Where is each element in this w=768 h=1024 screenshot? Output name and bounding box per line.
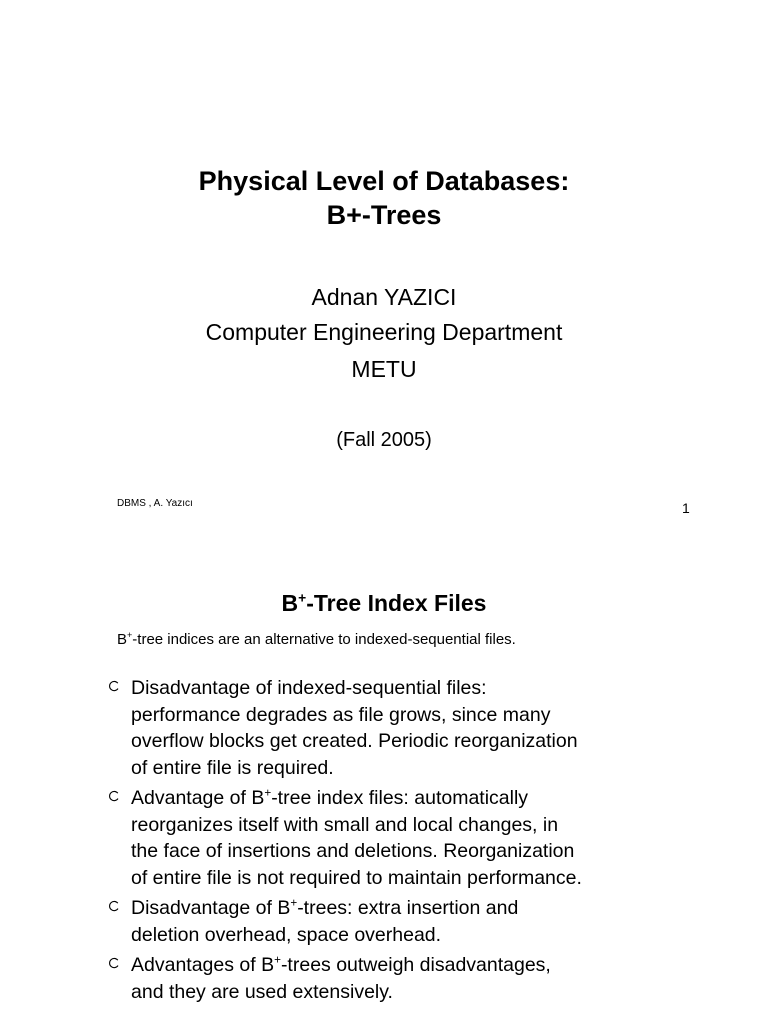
bullet-line: of entire file is required. xyxy=(131,756,334,779)
university-name: METU xyxy=(351,356,417,382)
subtitle-text-rest: -tree indices are an alternative to indexed-sequential files. xyxy=(132,631,516,648)
page-number: 1 xyxy=(682,500,690,516)
slide-title-line-1: Physical Level of Databases: xyxy=(198,166,570,196)
bullet-line xyxy=(131,895,668,922)
bullet-line: reorganizes itself with small and local changes, in xyxy=(131,813,559,836)
subtitle-text-b: B xyxy=(117,631,128,648)
open-circle-bullet-icon xyxy=(108,957,120,969)
bullet-item xyxy=(108,952,668,1005)
bullet-text: Disadvantage of B xyxy=(131,897,291,919)
slide-heading xyxy=(0,589,768,617)
superscript-plus: + xyxy=(264,786,272,800)
bullet-line xyxy=(131,785,668,812)
bullet-line: and they are used extensively. xyxy=(131,980,393,1003)
open-circle-bullet-icon xyxy=(108,790,120,802)
bullet-item xyxy=(108,785,668,891)
bullet-line: the face of insertions and deletions. Reorganization xyxy=(131,840,575,862)
bullet-line: overflow blocks get created. Periodic reorganization xyxy=(131,730,578,752)
bullet-line: deletion overhead, space overhead. xyxy=(131,923,442,946)
bullet-item xyxy=(108,675,668,781)
open-circle-bullet-icon xyxy=(108,680,120,692)
subtitle-superscript-plus: + xyxy=(127,630,133,640)
department-name: Computer Engineering Department xyxy=(205,319,563,345)
superscript-plus: + xyxy=(290,896,298,910)
bullet-list xyxy=(108,675,668,1009)
slide-subtitle xyxy=(117,631,516,649)
bullet-text: -trees: extra insertion and xyxy=(297,897,519,919)
bullet-line: performance degrades as file grows, since many xyxy=(131,703,551,726)
heading-text-b: B xyxy=(281,590,299,616)
slide-footer: DBMS , A. Yazıcı xyxy=(117,498,193,509)
bullet-text: -trees outweigh disadvantages, xyxy=(280,954,551,976)
bullet-line xyxy=(131,952,668,979)
bullet-text: Advantages of B xyxy=(131,954,275,976)
bullet-line: Disadvantage of indexed-sequential files: xyxy=(131,677,487,699)
superscript-plus: + xyxy=(274,953,281,967)
open-circle-bullet-icon xyxy=(108,900,120,912)
bullet-text: -tree index files: automatically xyxy=(271,787,529,809)
heading-text-rest: -Tree Index Files xyxy=(306,590,487,616)
bullet-line: of entire file is not required to maintain performance. xyxy=(131,866,582,889)
term-label: (Fall 2005) xyxy=(336,429,432,451)
bullet-item xyxy=(108,895,668,948)
slide-title-line-2: B+-Trees xyxy=(326,200,442,230)
author-name: Adnan YAZICI xyxy=(311,284,457,310)
bullet-text: Advantage of B xyxy=(131,787,265,809)
content-slide xyxy=(0,540,768,1024)
heading-superscript-plus: + xyxy=(298,590,307,606)
